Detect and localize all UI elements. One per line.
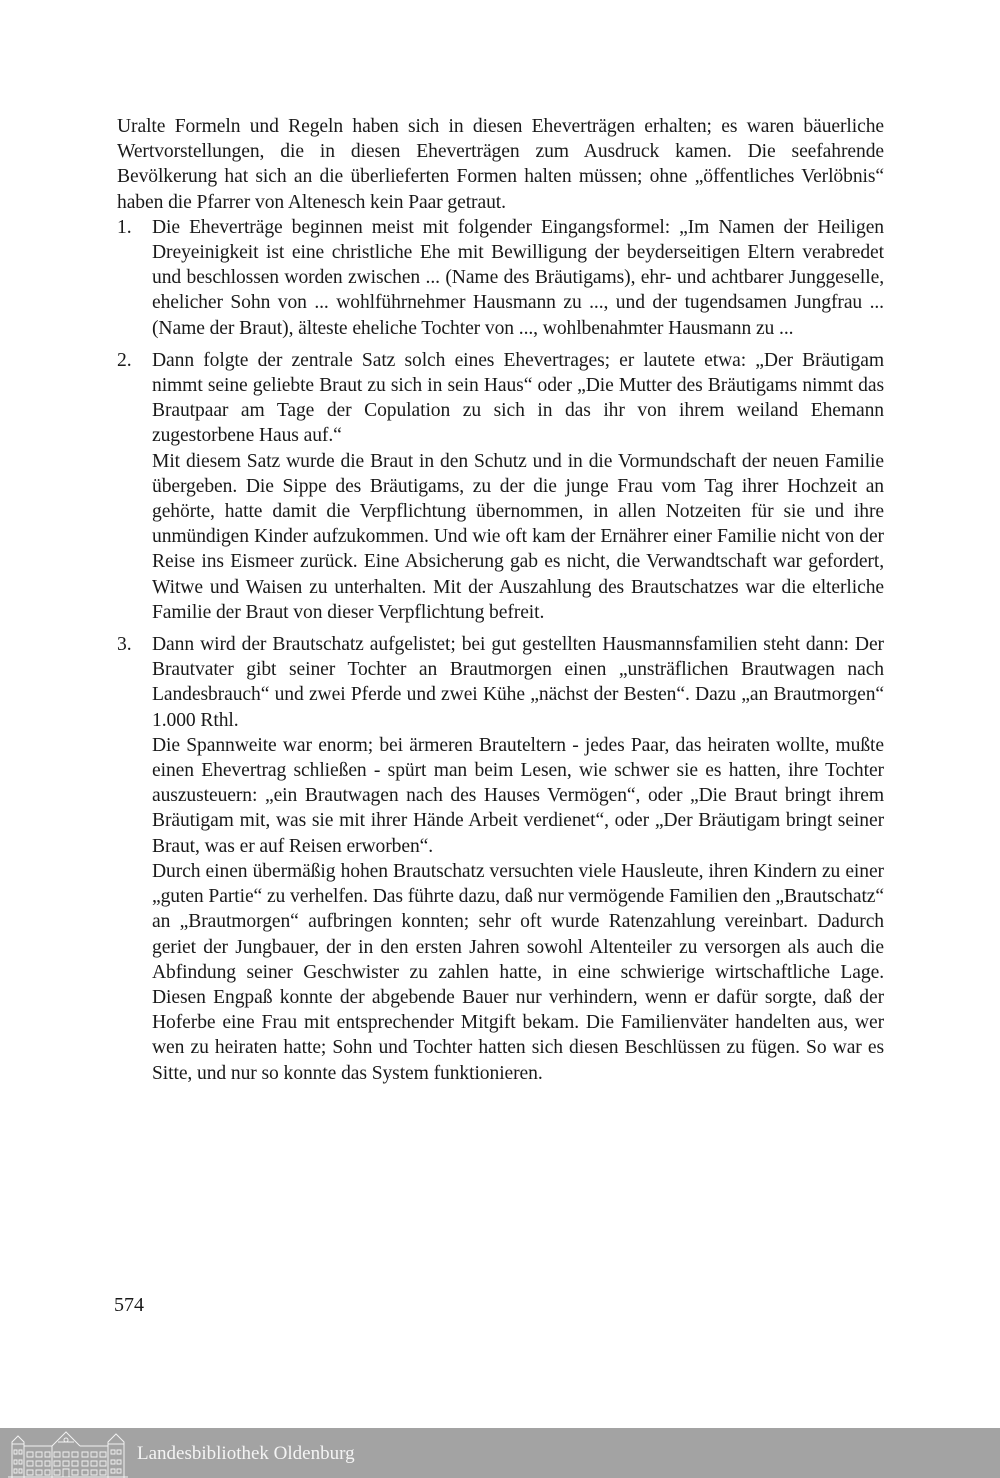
page-number: 574 <box>114 1294 144 1316</box>
library-building-icon <box>6 1430 130 1478</box>
list-paragraph: Dann folgte der zentrale Satz solch eines Ehevertrages; er lautete etwa: „Der Bräutigam nimmt seine geliebte Braut zu sich in sein Haus“ oder „Die Mutter des Bräutigams nimmt das Brautpaar am Tage der Copulation zu sich in das ihr von ihrem weiland Ehemann zugestorbene Haus auf.“ <box>152 349 884 447</box>
list-number: 2. <box>117 349 132 371</box>
footer-bar <box>0 1428 1000 1478</box>
list-item-1 <box>117 215 884 341</box>
numbered-list <box>117 215 884 1086</box>
list-paragraph: Dann wird der Brautschatz aufgelistet; bei gut gestellten Hausmannsfamilien steht dann: Der Brautvater gibt seiner Tochter an Brautmorgen einen „unsträflichen Brautwagen nach Landesbrauch“ und zwei Pferde und zwei Kühe „nächst der Besten“. Dazu „an Brautmorgen“ 1.000 Rthl. <box>152 634 884 731</box>
list-paragraph: Die Spannweite war enorm; bei ärmeren Brauteltern - jedes Paar, das heiraten wollte, mußte einen Ehevertrag schließen - spürt man beim Lesen, wie schwer sie es hatten, ihre Tochter auszusteuern: „ein Brautwagen nach des Hauses Vermögen“, oder „Die Braut bringt ihrem Bräutigam mit, was sie mit ihrer Hände Arbeit verdienet“, oder „Der Bräutigam bringt seiner Braut, was er auf Reisen erworben“. <box>152 734 884 857</box>
list-paragraph: Die Eheverträge beginnen meist mit folgender Eingangsformel: „Im Namen der Heiligen Dreyeinigkeit ist eine christliche Ehe mit Bewilligung der beyderseitigen Eltern verabredet und beschlossen worden zwischen ... (Name des Bräutigams), ehr- und achtbarer Junggeselle, ehelicher Sohn von ... wohlführnehmer Hausmann zu ..., und der tugendsamen Jungfrau ... (Name der Braut), älteste eheliche Tochter von ..., wohlbenahmter Hausmann zu ... <box>152 216 884 339</box>
list-paragraph: Durch einen übermäßig hohen Brautschatz versuchten viele Hausleute, ihren Kindern zu einer „guten Partie“ zu verhelfen. Das führte dazu, daß nur vermögende Familien den „Brautschatz“ an „Brautmorgen“ aufbringen konnten; sehr oft wurde Ratenzahlung vereinbart. Dadurch geriet der Jungbauer, der in den ersten Jahren sowohl Altenteiler zu versorgen als auch die Abfindung seiner Geschwister zu zahlen hatte, in eine schwierige wirtschaftliche Lage. Diesen Engpaß konnte der abgebende Bauer nur verhindern, wenn er dafür sorgte, daß der Hoferbe eine Frau mit entsprechender Mitgift bekam. Die Familienväter handelten aus, wer wen zu heiraten hatte; Sohn und Tochter hatten sich diesen Beschlüssen zu fügen. So war es Sitte, und nur so konnte das System funktionieren. <box>152 860 884 1084</box>
list-item-2 <box>117 348 884 625</box>
page-body <box>117 114 884 1086</box>
list-item-3 <box>117 632 884 1086</box>
intro-paragraph: Uralte Formeln und Regeln haben sich in diesen Eheverträgen erhalten; es waren bäuerliche Wertvorstellungen, die in diesen Eheverträgen zum Ausdruck kamen. Die seefahrende Bevölkerung hat sich an die überlieferten Formen halten müssen; ohne „öffentliches Verlöbnis“ haben die Pfarrer von Altenesch kein Paar getraut. <box>117 116 884 213</box>
list-number: 3. <box>117 634 132 656</box>
list-paragraph: Mit diesem Satz wurde die Braut in den Schutz und in die Vormundschaft der neuen Familie übergeben. Die Sippe des Bräutigams, zu der die junge Frau vom Tag ihrer Hochzeit an gehörte, hatte damit die Verpflichtung übernommen, in allen Notzeiten für sie und ihre unmündigen Kinder aufzukommen. Und wie oft kam der Ernährer einer Familie nicht von der Reise ins Eismeer zurück. Eine Absicherung gab es nicht, die Verwandtschaft war gefordert, Witwe und Waisen zu unterhalten. Mit der Auszahlung des Brautschatzes war die elterliche Familie der Braut von dieser Verpflichtung befreit. <box>152 450 884 623</box>
list-number: 1. <box>117 216 132 238</box>
library-name: Landesbibliothek Oldenburg <box>137 1443 355 1464</box>
